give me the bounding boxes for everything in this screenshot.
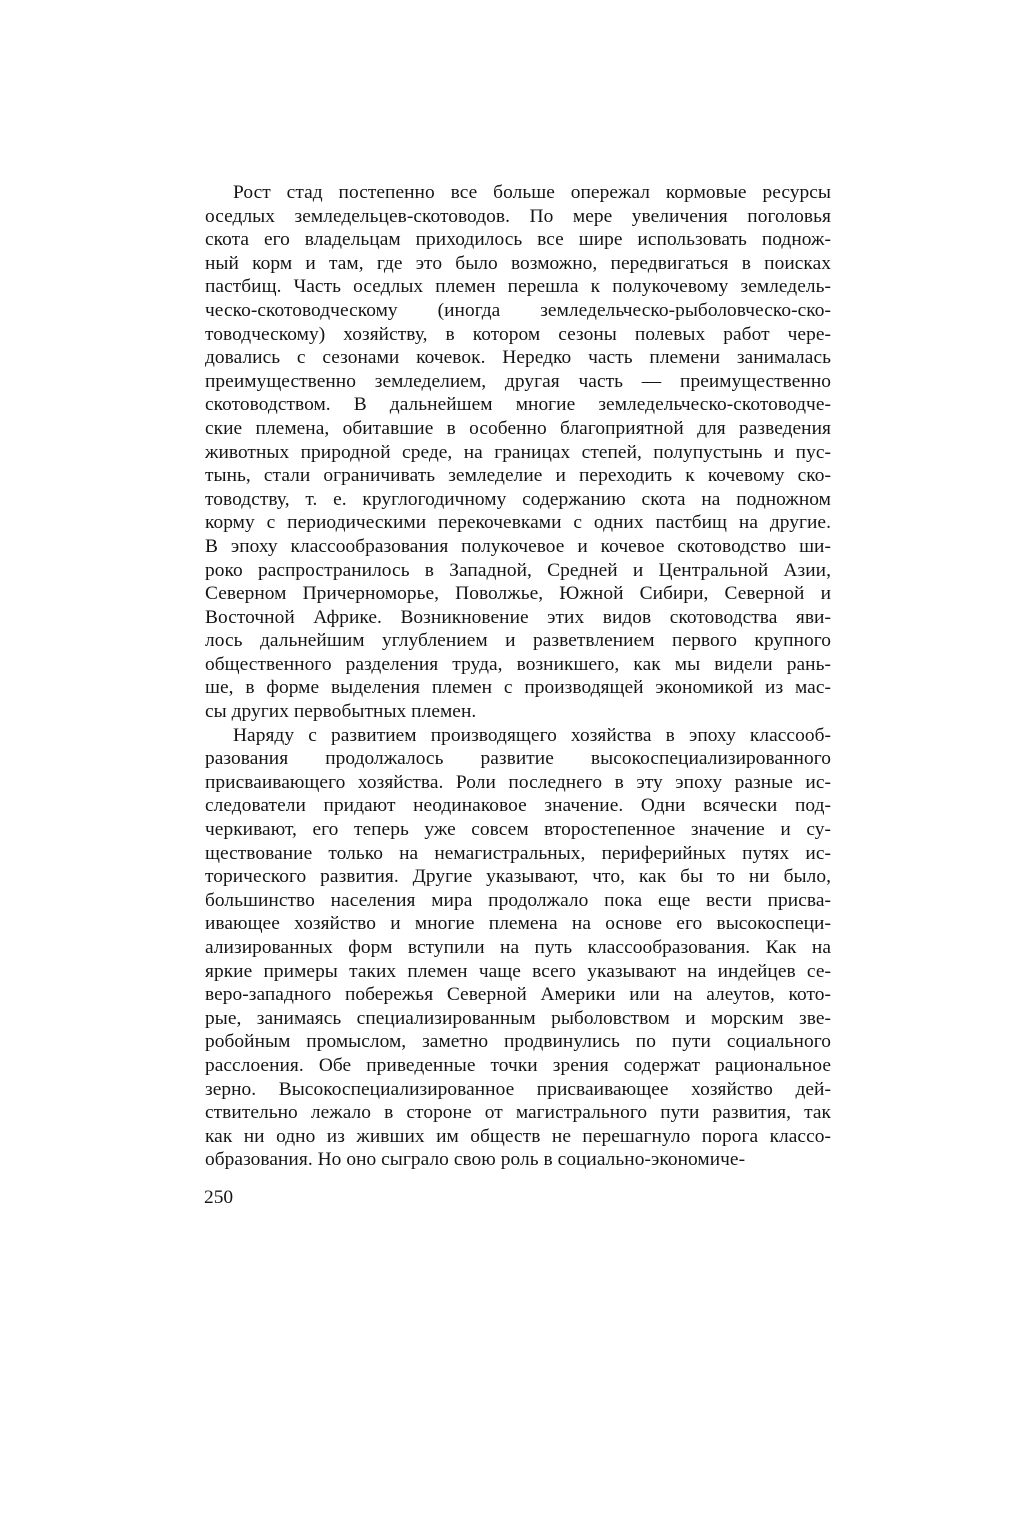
- text-line: рые, занимаясь специализированным рыболовством и морским зве-: [205, 1007, 831, 1029]
- text-line: лось дальнейшим углублением и разветвлением первого крупного: [205, 630, 831, 652]
- text-line: скотоводством. В дальнейшем многие земледельческо-скотоводче-: [205, 394, 831, 416]
- text-line: ивающее хозяйство и многие племена на основе его высокоспеци-: [205, 913, 831, 935]
- text-line: ские племена, обитавшие в особенно благоприятной для разведения: [205, 417, 831, 439]
- text-line: расслоения. Обе приведенные точки зрения содержат рациональное: [205, 1054, 831, 1076]
- text-line: преимущественно земледелием, другая часть — преимущественно: [205, 370, 831, 392]
- text-line: яркие примеры таких племен чаще всего указывают на индейцев се-: [205, 960, 831, 982]
- text-line: Северном Причерноморье, Поволжье, Южной Сибири, Северной и: [205, 583, 831, 605]
- text-line: присваивающего хозяйства. Роли последнего в эту эпоху разные ис-: [205, 771, 831, 793]
- text-line: робойным промыслом, заметно продвинулись по пути социального: [205, 1031, 831, 1053]
- text-line: сы других первобытных племен.: [205, 701, 477, 723]
- text-line: животных природной среде, на границах степей, полупустынь и пус-: [205, 441, 831, 463]
- text-line: Рост стад постепенно все больше опережал кормовые ресурсы: [233, 182, 831, 203]
- text-line: товодческому) хозяйству, в котором сезоны полевых работ чере-: [205, 323, 831, 345]
- text-line: торического развития. Другие указывают, что, как бы то ни было,: [205, 866, 831, 888]
- paragraph: [205, 724, 831, 1172]
- text-line: образования. Но оно сыграло свою роль в социально-экономиче-: [205, 1149, 746, 1171]
- text-line: ный корм и там, где это было возможно, передвигаться в поисках: [205, 252, 831, 274]
- text-line: веро-западного побережья Северной Америки или на алеутов, кото-: [205, 984, 831, 1006]
- text-line: товодству, т. е. круглогодичному содержанию скота на подножном: [205, 488, 831, 510]
- text-line: скота его владельцам приходилось все шире использовать поднож-: [205, 229, 831, 251]
- text-line: корму с периодическими перекочевками с одних пастбищ на другие.: [205, 512, 831, 534]
- text-line: тынь, стали ограничивать земледелие и переходить к кочевому ско-: [205, 465, 831, 487]
- text-line: довались с сезонами кочевок. Нередко часть племени занималась: [205, 347, 831, 369]
- text-line: разования продолжалось развитие высокоспециализированного: [205, 748, 831, 770]
- text-line: ше, в форме выделения племен с производящей экономикой из мас-: [205, 677, 831, 699]
- body-text: [205, 181, 831, 1172]
- text-line: Наряду с развитием производящего хозяйства в эпоху классооб-: [233, 724, 831, 746]
- text-line: ствительно лежало в стороне от магистрального пути развития, так: [205, 1102, 831, 1124]
- text-line: ществование только на немагистральных, периферийных путях ис-: [205, 842, 831, 864]
- text-line: черкивают, его теперь уже совсем второстепенное значение и су-: [205, 819, 831, 841]
- text-line: как ни одно из живших им обществ не перешагнуло порога классо-: [205, 1125, 831, 1147]
- text-line: следователи придают неодинаковое значение. Одни всячески под-: [205, 795, 831, 817]
- text-line: ализированных форм вступили на путь классообразования. Как на: [205, 937, 831, 958]
- text-line: оседлых земледельцев-скотоводов. По мере увеличения поголовья: [205, 205, 831, 227]
- text-line: роко распространилось в Западной, Средней и Центральной Азии,: [205, 559, 831, 581]
- text-line: В эпоху классообразования полукочевое и кочевое скотоводство ши-: [205, 535, 831, 557]
- text-line: зерно. Высокоспециализированное присваивающее хозяйство дей-: [205, 1078, 831, 1100]
- text-line: общественного разделения труда, возникшего, как мы видели рань-: [205, 653, 831, 675]
- text-line: пастбищ. Часть оседлых племен перешла к полукочевому земледель-: [205, 276, 831, 298]
- paragraph: [205, 181, 831, 724]
- text-line: ческо-скотоводческому (иногда земледельческо-рыболовческо-ско-: [205, 299, 831, 321]
- text-line: большинство населения мира продолжало пока еще вести присва-: [205, 889, 831, 911]
- page-number: 250: [204, 1187, 234, 1208]
- text-line: Восточной Африке. Возникновение этих видов скотоводства яви-: [205, 606, 831, 628]
